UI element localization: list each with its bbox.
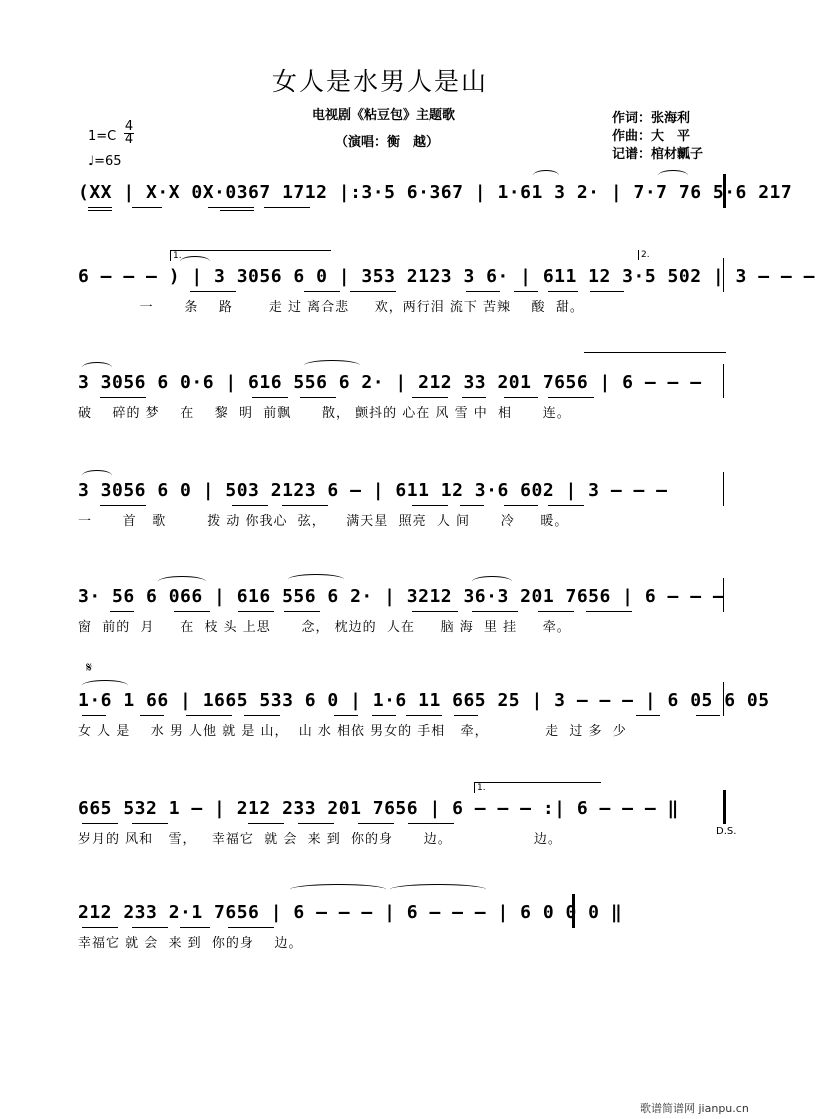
beam bbox=[220, 210, 254, 211]
slur bbox=[82, 470, 112, 481]
key-signature: 1=C bbox=[88, 129, 117, 144]
beam bbox=[88, 210, 112, 211]
barline bbox=[723, 258, 724, 292]
transcriber-credit: 记谱：棺材瓤子 bbox=[612, 147, 704, 162]
volta-1-bracket: 1. bbox=[170, 250, 331, 261]
notation-line-2: 6 — — — ) | 3 3056 6 0 | 353 2123 3 6· | 611 12 3·5 502 | 3 — — — bbox=[78, 266, 815, 287]
lyric-line-8: 幸福它 就 会 来 到 你的身 边。 bbox=[78, 936, 303, 951]
slur bbox=[158, 576, 206, 587]
time-signature bbox=[124, 121, 134, 146]
beam bbox=[548, 505, 584, 506]
tempo-mark: ♩=65 bbox=[88, 154, 122, 169]
beam bbox=[82, 927, 118, 928]
beam bbox=[466, 291, 500, 292]
beam bbox=[472, 611, 518, 612]
beam bbox=[406, 715, 442, 716]
beam bbox=[180, 927, 210, 928]
beam bbox=[248, 823, 284, 824]
notation-line-7: 665 532 1 — | 212 233 201 7656 | 6 — — — :| 6 — — — ‖ bbox=[78, 798, 679, 819]
beam bbox=[238, 611, 274, 612]
notation-line-1: (XX | X·X 0X·0367 1712 |:3·5 6·367 | 1·61 3 2· | 7·7 76 5·6 217 bbox=[78, 182, 793, 203]
lyric-line-2: 一 条 路 走 过 离合悲 欢，两行泪 流下 苦辣 酸 甜。 bbox=[78, 300, 584, 315]
slur bbox=[658, 170, 688, 181]
composer-credit: 作曲：大 平 bbox=[612, 129, 691, 144]
beam bbox=[408, 823, 454, 824]
beam bbox=[454, 715, 478, 716]
time-denominator: 4 bbox=[124, 132, 134, 147]
beam bbox=[132, 207, 162, 208]
beam bbox=[462, 397, 486, 398]
beam bbox=[284, 611, 320, 612]
beam bbox=[132, 927, 168, 928]
beam bbox=[100, 505, 146, 506]
ds-mark: D.S. bbox=[716, 826, 737, 837]
tie bbox=[390, 884, 486, 895]
site-watermark: 歌谱简谱网 jianpu.cn bbox=[640, 1102, 749, 1115]
beam bbox=[208, 207, 254, 208]
barline bbox=[723, 364, 724, 398]
beam bbox=[190, 291, 236, 292]
notation-line-3: 3 3056 6 0·6 | 616 556 6 2· | 212 33 201 7656 | 6 — — — bbox=[78, 372, 702, 393]
slur bbox=[180, 256, 210, 267]
beam bbox=[460, 505, 484, 506]
lyric-line-3: 破 碎的 梦 在 黎 明 前飘 散， 颤抖的 心在 风 雪 中 相 连。 bbox=[78, 406, 571, 421]
final-barline bbox=[723, 790, 726, 824]
beam bbox=[82, 823, 118, 824]
beam bbox=[548, 291, 578, 292]
performer-credit: （演唱：衡 越） bbox=[335, 135, 440, 150]
notation-line-5: 3· 56 6 066 | 616 556 6 2· | 3212 36·3 201 7656 | 6 — — — bbox=[78, 586, 725, 607]
barline bbox=[723, 174, 726, 208]
beam bbox=[358, 823, 394, 824]
beam bbox=[304, 291, 340, 292]
song-subtitle: 电视剧《粘豆包》主题歌 bbox=[312, 108, 456, 123]
song-title: 女人是水男人是山 bbox=[272, 67, 489, 96]
slur bbox=[82, 680, 128, 691]
beam bbox=[586, 611, 632, 612]
time-numerator: 4 bbox=[124, 119, 134, 134]
beam bbox=[538, 611, 574, 612]
slur bbox=[288, 574, 344, 585]
final-barline bbox=[572, 894, 575, 928]
beam bbox=[350, 291, 396, 292]
beam bbox=[334, 715, 358, 716]
lyricist-credit: 作词：张海利 bbox=[612, 111, 691, 126]
tie bbox=[290, 884, 386, 895]
lyric-line-6: 女 人 是 水 男 人他 就 是 山， 山 水 相依 男女的 手相 牵， 走 过 多 少 bbox=[78, 724, 627, 739]
barline bbox=[723, 472, 724, 506]
beam bbox=[548, 397, 594, 398]
volta-1-bracket: 1. bbox=[474, 782, 601, 793]
slur bbox=[533, 170, 559, 181]
beam bbox=[696, 715, 720, 716]
beam bbox=[100, 397, 146, 398]
beam bbox=[244, 715, 280, 716]
slur bbox=[82, 362, 112, 373]
slur bbox=[472, 576, 512, 587]
lyric-line-5: 窗 前的 月 在 枝 头 上思 念， 枕边的 人在 脑 海 里 挂 牵。 bbox=[78, 620, 571, 635]
beam bbox=[264, 207, 310, 208]
beam bbox=[412, 397, 448, 398]
beam bbox=[88, 207, 112, 208]
beam bbox=[298, 823, 334, 824]
beam bbox=[636, 715, 660, 716]
beam bbox=[514, 291, 538, 292]
beam bbox=[412, 505, 448, 506]
segno-sign: 𝄋 bbox=[86, 660, 93, 676]
beam bbox=[252, 397, 288, 398]
bracket-line bbox=[584, 352, 726, 363]
volta-2-mark: 2. bbox=[638, 250, 661, 260]
lyric-line-4: 一 首 歌 拨 动 你我心 弦， 满天星 照亮 人 间 冷 暖。 bbox=[78, 514, 569, 529]
beam bbox=[412, 611, 458, 612]
barline bbox=[723, 682, 724, 716]
beam bbox=[232, 505, 268, 506]
beam bbox=[504, 505, 538, 506]
notation-line-4: 3 3056 6 0 | 503 2123 6 — | 611 12 3·6 602 | 3 — — — bbox=[78, 480, 668, 501]
beam bbox=[174, 611, 210, 612]
notation-line-8: 212 233 2·1 7656 | 6 — — — | 6 — — — | 6 0 0 0 ‖ bbox=[78, 902, 623, 923]
notation-line-6: 1·6 1 66 | 1665 533 6 0 | 1·6 11 665 25 | 3 — — — | 6 05 6 05 bbox=[78, 690, 770, 711]
lyric-line-7: 岁月的 风和 雪， 幸福它 就 会 来 到 你的身 边。 边。 bbox=[78, 832, 562, 847]
beam bbox=[282, 505, 328, 506]
beam bbox=[300, 397, 336, 398]
beam bbox=[372, 715, 396, 716]
beam bbox=[82, 715, 106, 716]
barline bbox=[723, 578, 724, 612]
beam bbox=[140, 715, 164, 716]
beam bbox=[132, 823, 168, 824]
beam bbox=[590, 291, 624, 292]
beam bbox=[504, 397, 538, 398]
beam bbox=[110, 611, 134, 612]
slur bbox=[304, 360, 360, 371]
beam bbox=[228, 927, 274, 928]
beam bbox=[186, 715, 232, 716]
